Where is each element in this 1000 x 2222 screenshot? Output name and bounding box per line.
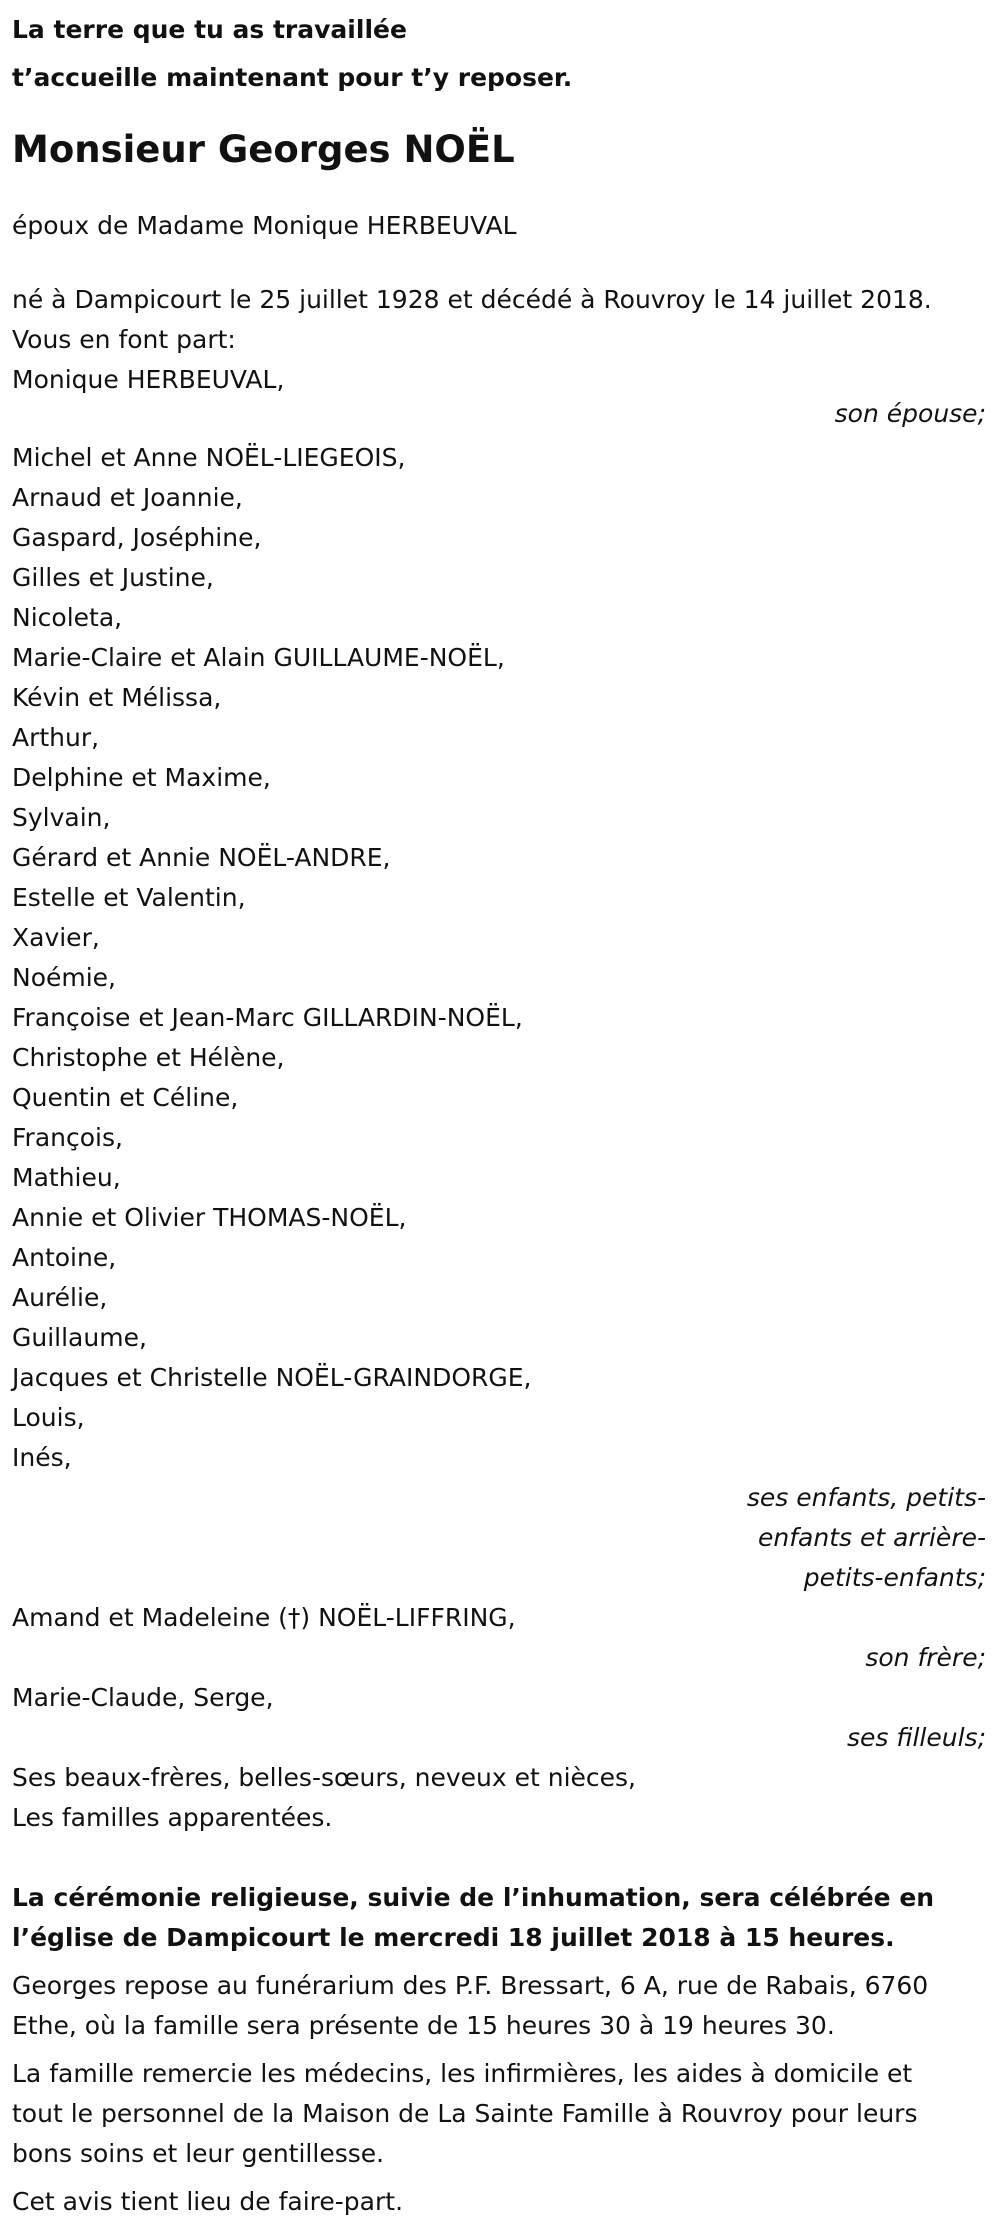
closing-line: Cet avis tient lieu de faire-part. [12,2187,404,2216]
family-member-line: Estelle et Valentin, [12,883,246,912]
brother-name: Amand et Madeleine (†) NOËL-LIFFRING, [12,1603,516,1632]
epigraph-line: t’accueille maintenant pour t’y reposer. [12,63,573,92]
family-member-line: Sylvain, [12,803,111,832]
brother-role: son frère; [865,1643,986,1672]
children-role [12,1478,988,1598]
family-member-line: Annie et Olivier THOMAS-NOËL, [12,1203,407,1232]
family-member-line: Gérard et Annie NOËL-ANDRE, [12,843,391,872]
family-member-line: Mathieu, [12,1163,121,1192]
funeral-home-line: Georges repose au funérarium des P.F. Bressart, 6 A, rue de Rabais, 6760 [12,1971,929,2000]
announce-intro: Vous en font part: [12,325,236,354]
family-member-line: Antoine, [12,1243,117,1272]
family-member-line: François, [12,1123,123,1152]
extended-family-line: Les familles apparentées. [12,1803,333,1832]
family-member-line: Marie-Claire et Alain GUILLAUME-NOËL, [12,643,505,672]
funeral-home-paragraph [12,1966,988,2046]
funeral-home-line: Ethe, où la famille sera présente de 15 heures 30 à 19 heures 30. [12,2011,835,2040]
children-role-line: petits-enfants; [803,1563,986,1592]
epigraph-line: La terre que tu as travaillée [12,15,407,44]
children-role-line: ses enfants, petits- [746,1483,986,1512]
family-member-line: Kévin et Mélissa, [12,683,222,712]
birth-death-line: né à Dampicourt le 25 juillet 1928 et décédé à Rouvroy le 14 juillet 2018. [12,285,932,314]
thanks-paragraph [12,2054,988,2174]
family-member-line: Nicoleta, [12,603,123,632]
ceremony-paragraph [12,1878,988,1958]
family-member-line: Guillaume, [12,1323,147,1352]
obituary-notice [0,6,1000,2222]
thanks-line: bons soins et leur gentillesse. [12,2139,385,2168]
children-role-line: enfants et arrière- [758,1523,986,1552]
family-member-line: Françoise et Jean-Marc GILLARDIN-NOËL, [12,1003,523,1032]
family-member-line: Gaspard, Joséphine, [12,523,262,552]
family-member-line: Xavier, [12,923,100,952]
thanks-line: tout le personnel de la Maison de La Sainte Famille à Rouvroy pour leurs [12,2099,918,2128]
godchildren-role: ses filleuls; [846,1723,986,1752]
wife-role: son épouse; [834,399,986,428]
epigraph [12,6,988,102]
children-list [12,438,988,1478]
family-member-line: Gilles et Justine, [12,563,214,592]
spouse-line: époux de Madame Monique HERBEUVAL [12,211,517,240]
extended-family-line: Ses beaux-frères, belles-sœurs, neveux et nièces, [12,1763,636,1792]
family-member-line: Quentin et Céline, [12,1083,239,1112]
family-member-line: Aurélie, [12,1283,108,1312]
ceremony-line: La cérémonie religieuse, suivie de l’inhumation, sera célébrée en [12,1883,935,1912]
family-member-line: Delphine et Maxime, [12,763,271,792]
thanks-line: La famille remercie les médecins, les infirmières, les aides à domicile et [12,2059,913,2088]
godchildren-name: Marie-Claude, Serge, [12,1683,274,1712]
family-member-line: Michel et Anne NOËL-LIEGEOIS, [12,443,406,472]
family-member-line: Arnaud et Joannie, [12,483,243,512]
family-member-line: Jacques et Christelle NOËL-GRAINDORGE, [12,1363,532,1392]
family-member-line: Noémie, [12,963,117,992]
page-title: Monsieur Georges NOËL [12,128,515,171]
family-member-line: Inés, [12,1443,72,1472]
ceremony-line: l’église de Dampicourt le mercredi 18 juillet 2018 à 15 heures. [12,1923,895,1952]
family-member-line: Louis, [12,1403,85,1432]
wife-name: Monique HERBEUVAL, [12,365,285,394]
family-member-line: Arthur, [12,723,100,752]
family-member-line: Christophe et Hélène, [12,1043,285,1072]
